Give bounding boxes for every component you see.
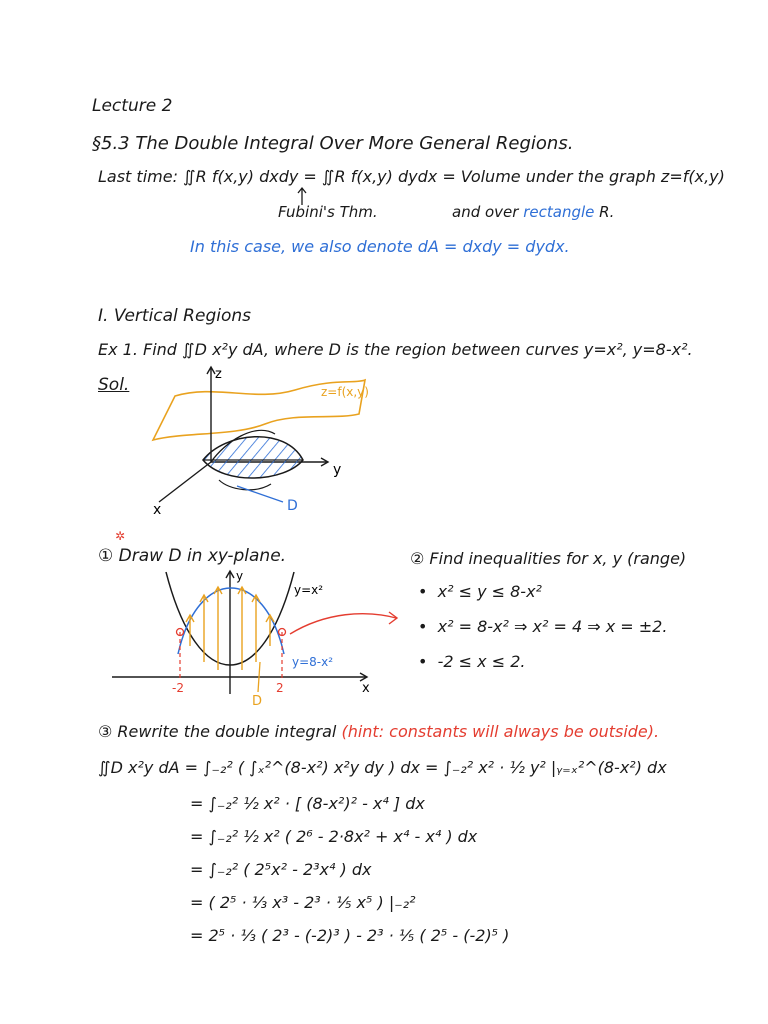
tick-left-label: -2 [172, 681, 184, 695]
connector-arrow [286, 604, 406, 644]
step3-heading [98, 722, 659, 741]
vertical-regions-heading: I. Vertical Regions [98, 306, 251, 326]
fubini-note: Fubini's Thm. [278, 203, 378, 221]
fig1-x-label: x [153, 502, 162, 518]
tick-right-label: 2 [276, 681, 284, 695]
xy-x-label: x [362, 681, 370, 696]
star-mark: ✲ [115, 529, 126, 543]
rectangle-word: rectangle [523, 203, 595, 221]
step3-line-1: ∬D x²y dA = ∫₋₂² ( ∫ₓ²^(8-x²) x²y dy ) dx = ∫₋₂² x² · ½ y² |ᵧ₌ₓ²^(8-x²) dx [98, 758, 667, 777]
x-axis [159, 462, 211, 502]
section-title: §5.3 The Double Integral Over More General Regions. [92, 133, 574, 154]
step2-title: ② Find inequalities for x, y (range) [410, 549, 687, 568]
step1-title: ① Draw D in xy-plane. [98, 546, 287, 566]
step2-item-1: • x² ≤ y ≤ 8-x² [418, 582, 542, 601]
step3-line-4: = ∫₋₂² ( 2⁵x² - 2³x⁴ ) dx [190, 860, 372, 879]
step2-item-3-text: -2 ≤ x ≤ 2. [437, 652, 526, 671]
lecture-title: Lecture 2 [92, 96, 173, 116]
surface-figure [145, 362, 405, 522]
step3-line-2: = ∫₋₂² ½ x² · [ (8-x²)² - x⁴ ] dx [190, 794, 425, 813]
last-time-line: Last time: ∬R f(x,y) dxdy = ∬R f(x,y) dydx = Volume under the graph z=f(x,y) [98, 167, 725, 186]
over-rectangle-note [452, 203, 614, 221]
curve1-label: y=x² [294, 583, 324, 597]
over-prefix: and over [452, 203, 519, 221]
fig1-z-label: z [215, 367, 222, 382]
step3-title: ③ Rewrite the double integral [98, 722, 337, 741]
solution-label: Sol. [98, 375, 130, 395]
over-suffix: R. [599, 203, 615, 221]
xy-region-label: D [252, 694, 263, 706]
curve2-label: y=8-x² [292, 655, 334, 669]
step2-item-2: • x² = 8-x² ⇒ x² = 4 ⇒ x = ±2. [418, 617, 668, 636]
step3-line-6: = 2⁵ · ⅓ ( 2³ - (-2)³ ) - 2³ · ⅕ ( 2⁵ - (-2)⁵ ) [190, 926, 510, 945]
step3-line-3: = ∫₋₂² ½ x² ( 2⁶ - 2·8x² + x⁴ - x⁴ ) dx [190, 827, 478, 846]
xy-y-label: y [236, 569, 244, 583]
step2-item-2-text: x² = 8-x² ⇒ x² = 4 ⇒ x = ±2. [437, 617, 668, 636]
notation-note: In this case, we also denote dA = dxdy = dydx. [190, 237, 570, 256]
region-d-shape [203, 437, 303, 478]
fig1-region-label: D [287, 498, 298, 514]
fig1-y-label: y [333, 462, 342, 478]
fubini-arrow [296, 186, 308, 206]
step2-item-3: • -2 ≤ x ≤ 2. [418, 652, 526, 671]
step3-line-5: = ( 2⁵ · ⅓ x³ - 2³ · ⅕ x⁵ ) |₋₂² [190, 893, 416, 912]
example-1: Ex 1. Find ∬D x²y dA, where D is the region between curves y=x², y=8-x². [98, 340, 693, 359]
step2-item-1-text: x² ≤ y ≤ 8-x² [437, 582, 542, 601]
fig1-surface-label: z=f(x,y) [321, 385, 369, 399]
step3-hint: (hint: constants will always be outside). [341, 722, 660, 741]
